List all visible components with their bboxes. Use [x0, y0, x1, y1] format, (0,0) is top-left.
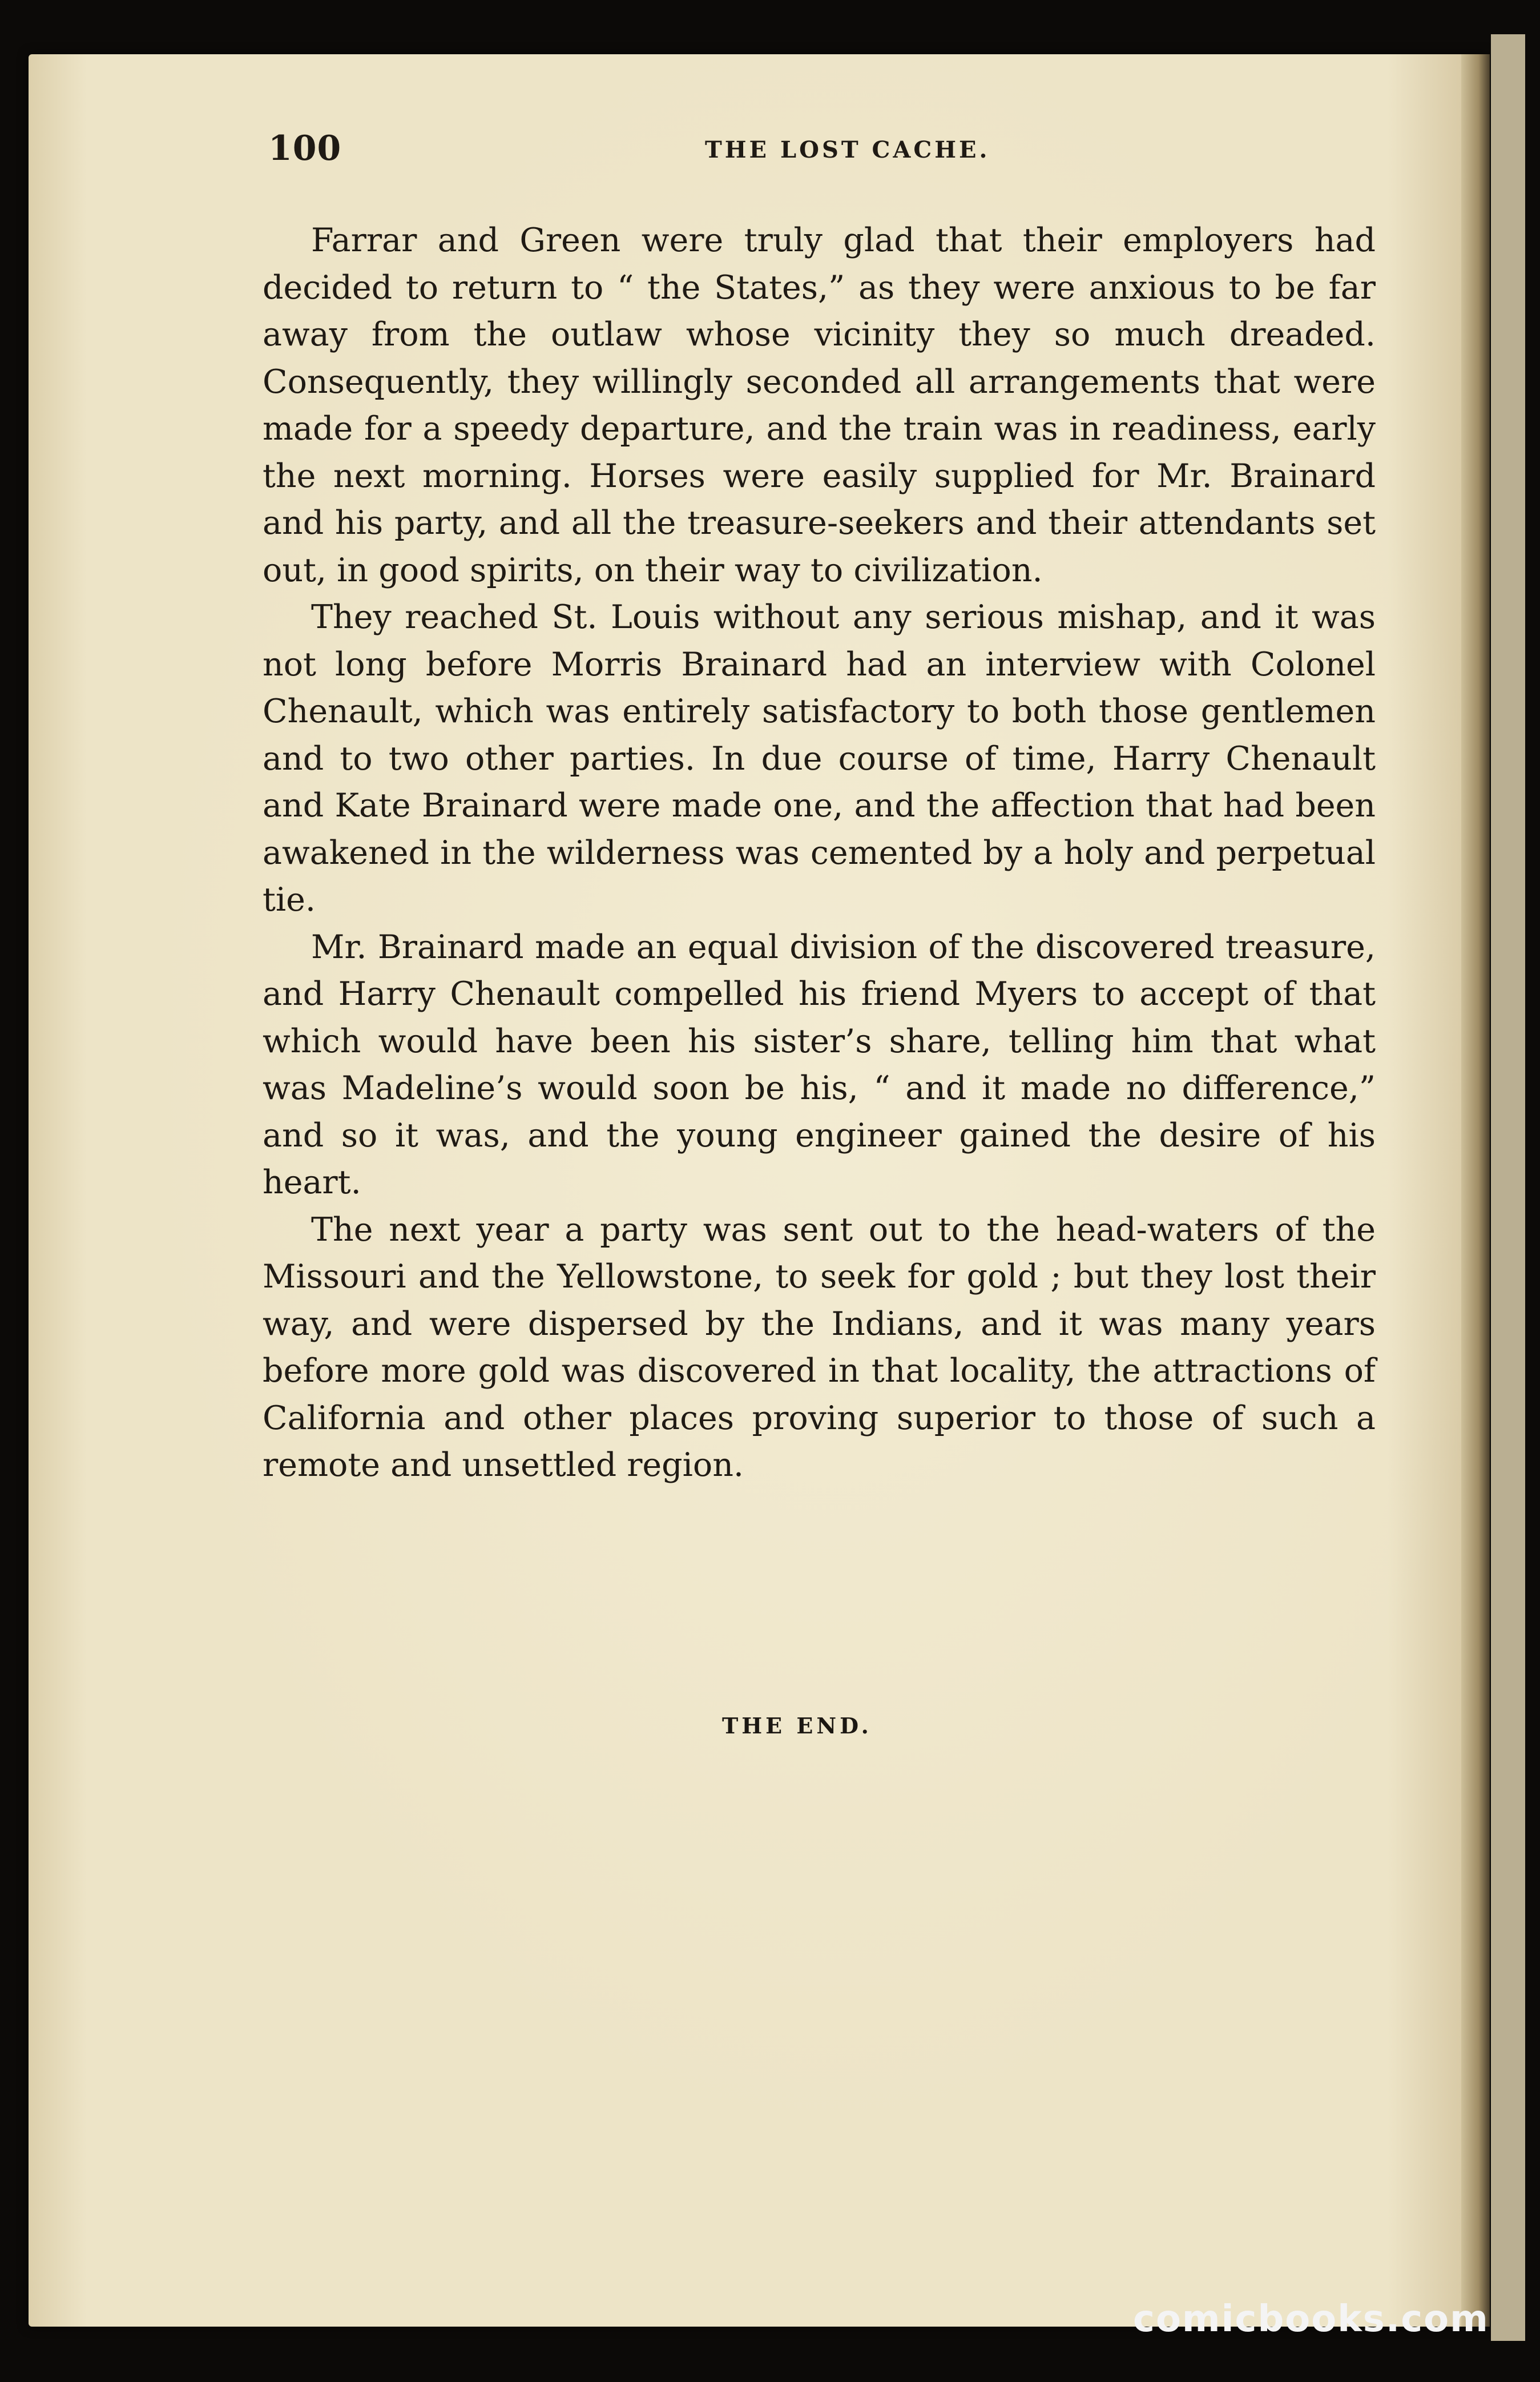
the-end-mark: THE END. — [722, 1713, 872, 1739]
paragraph-2: They reached St. Louis without any serious mishap, and it was not long before Morris Brainard had an interview with Colonel Chenault, which was entirely satisfactory to both those gentlemen and to two other parties. In due course of time, Harry Chenault and Kate Brainard were made one, and the affection that had been awakened in the wilderness was cemented by a holy and perpetual tie. — [263, 598, 1376, 919]
book-spine — [1461, 54, 1490, 2327]
body-text — [263, 217, 1376, 1489]
page-header — [268, 128, 1353, 168]
paragraph-4: The next year a party was sent out to the head-waters of the Missouri and the Yellowstone, to seek for gold ; but they lost their way, and were dispersed by the Indians, and it was many years before more gold was discovered in that locality, the attractions of California and other places proving superior to those of such a remote and unsettled region. — [263, 1210, 1376, 1484]
page-number: 100 — [268, 128, 342, 168]
torn-page-edge — [1491, 34, 1525, 2341]
running-head: THE LOST CACHE. — [705, 136, 990, 163]
paragraph-3: Mr. Brainard made an equal division of the discovered treasure, and Harry Chenault compelled his friend Myers to accept of that which would have been his sister’s share, telling him that what was Madeline’s would soon be his, “ and it made no difference,” and so it was, and the young engineer gained the desire of his heart. — [263, 928, 1376, 1201]
watermark: comicbooks.com — [1133, 2298, 1489, 2340]
paragraph-1: Farrar and Green were truly glad that their employers had decided to return to “ the States,” as they were anxious to be far away from the outlaw whose vicinity they so much dreaded. Consequently, they willingly seconded all arrangements that were made for a speedy departure, and the train was in readiness, early the next morning. Horses were easily supplied for Mr. Brainard and his party, and all the treasure-seekers and their attendants set out, in good spirits, on their way to civilization. — [263, 222, 1376, 589]
